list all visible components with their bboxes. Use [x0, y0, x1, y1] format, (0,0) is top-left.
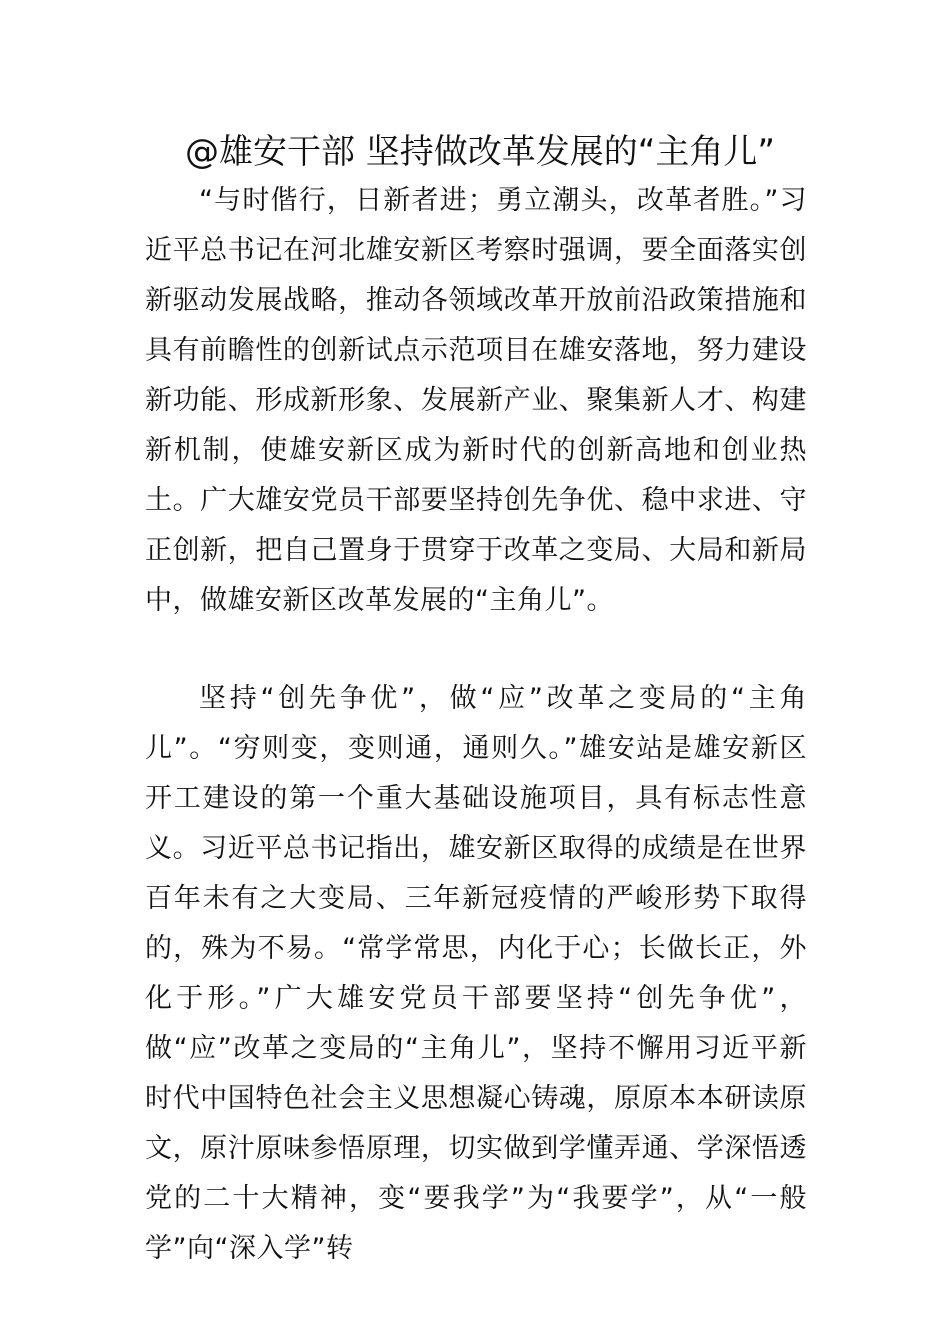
- paragraph-2: 坚持“创先争优”，做“应”改革之变局的“主角儿”。“穷则变，变则通，通则久。”雄安站是雄安新区开工建设的第一个重大基础设施项目，具有标志性意义。习近平总书记指出，雄安新区取得的成绩是在世界百年未有之大变局、三年新冠疫情的严峻形势下取得的，殊为不易。“常学常思，内化于心；长做长正，外化于形。”广大雄安党员干部要坚持“创先争优”，做“应”改革之变局的“主角儿”，坚持不懈用习近平新时代中国特色社会主义思想凝心铸魂，原原本本研读原文，原汁原味参悟原理，切实做到学懂弄通、学深悟透党的二十大精神，变“要我学”为“我要学”，从“一般学”向“深入学”转: [145, 683, 807, 1264]
- document-title: @雄安干部 坚持做改革发展的“主角儿”: [184, 132, 776, 172]
- paragraph-1: “与时偕行，日新者进；勇立潮头，改革者胜。”习近平总书记在河北雄安新区考察时强调，要全面落实创新驱动发展战略，推动各领域改革开放前沿政策措施和具有前瞻性的创新试点示范项目在雄安落地，努力建设新功能、形成新形象、发展新产业、聚集新人才、构建新机制，使雄安新区成为新时代的创新高地和创业热土。广大雄安党员干部要坚持创先争优、稳中求进、守正创新，把自己置身于贯穿于改革之变局、大局和新局中，做雄安新区改革发展的“主角儿”。: [145, 185, 807, 616]
